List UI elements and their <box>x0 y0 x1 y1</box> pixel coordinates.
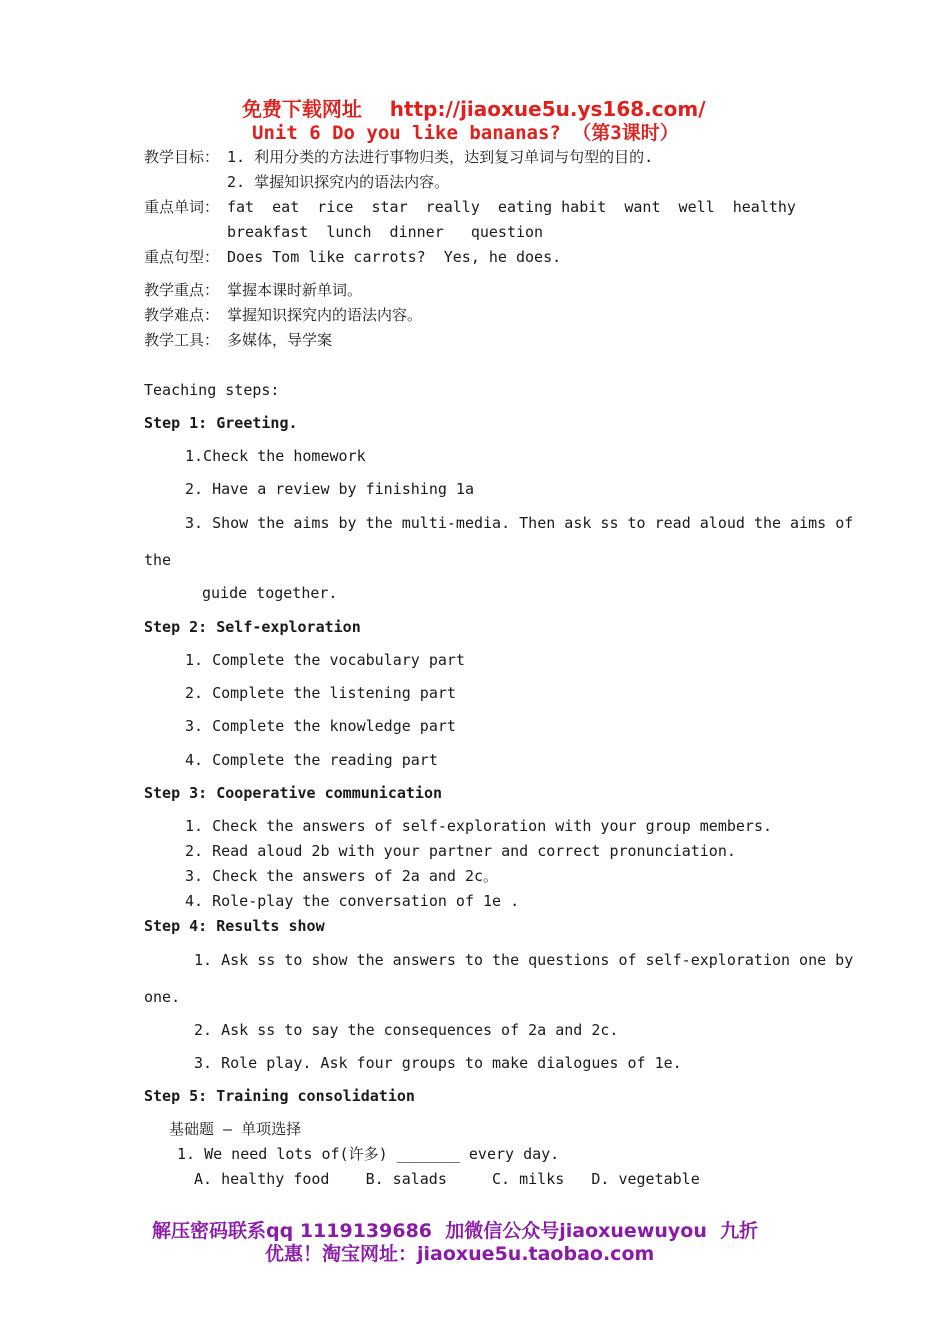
focus-label: 教学重点： <box>144 281 220 299</box>
step-4-title: Step 4: Results show <box>144 917 325 935</box>
objectives-line-1: 1. 利用分类的方法进行事物归类，达到复习单词与句型的目的. <box>227 148 654 166</box>
step-5-title: Step 5: Training consolidation <box>144 1087 415 1105</box>
teaching-steps-heading: Teaching steps: <box>144 381 280 399</box>
step-2-item-3: 3. Complete the knowledge part <box>185 717 456 735</box>
objectives-line-2: 2. 掌握知识探究内的语法内容。 <box>227 173 450 191</box>
step-1-item-2: 2. Have a review by finishing 1a <box>185 480 474 498</box>
step-3-title: Step 3: Cooperative communication <box>144 784 443 802</box>
objectives-label: 教学目标： <box>144 148 220 166</box>
step-5-subheading: 基础题 — 单项选择 <box>169 1120 302 1138</box>
key-sentence-label: 重点句型： <box>144 248 220 266</box>
step-1-title: Step 1: Greeting. <box>144 414 298 432</box>
tools-text: 多媒体，导学案 <box>227 331 333 349</box>
step-2-title: Step 2: Self-exploration <box>144 618 361 636</box>
step-1-item-1: 1.Check the homework <box>185 447 366 465</box>
header-site-label: 免费下载网址 <box>241 97 362 121</box>
key-words-line-1: fat eat rice star really eating habit want well healthy <box>227 198 796 216</box>
step-3-item-4: 4. Role-play the conversation of 1e . <box>185 892 520 910</box>
key-sentence-text: Does Tom like carrots? Yes, he does. <box>227 248 562 266</box>
step-3-item-3: 3. Check the answers of 2a and 2c。 <box>185 867 499 885</box>
step-3-item-2: 2. Read aloud 2b with your partner and correct pronunciation. <box>185 842 736 860</box>
step-1-item-3-cont: guide together. <box>202 584 338 602</box>
difficulty-text: 掌握知识探究内的语法内容。 <box>227 306 423 324</box>
step-2-item-1: 1. Complete the vocabulary part <box>185 651 465 669</box>
step-4-item-3: 3. Role play. Ask four groups to make dialogues of 1e. <box>194 1054 682 1072</box>
step-4-item-1: 1. Ask ss to show the answers to the questions of self-exploration one by <box>194 951 854 969</box>
step-2-item-2: 2. Complete the listening part <box>185 684 456 702</box>
step-4-item-2: 2. Ask ss to say the consequences of 2a and 2c. <box>194 1021 619 1039</box>
focus-text: 掌握本课时新单词。 <box>227 281 363 299</box>
header-link[interactable] <box>228 70 706 122</box>
question-1-options: A. healthy food B. salads C. milks D. vegetable <box>194 1170 700 1188</box>
step-1-item-3: 3. Show the aims by the multi-media. Then ask ss to read aloud the aims of <box>185 514 854 532</box>
step-2-item-4: 4. Complete the reading part <box>185 751 438 769</box>
tools-label: 教学工具： <box>144 331 220 349</box>
difficulty-label: 教学难点： <box>144 306 220 324</box>
question-1: 1. We need lots of(许多) _______ every day. <box>177 1145 560 1163</box>
step-1-item-3-wrap: the <box>144 551 172 569</box>
step-3-item-1: 1. Check the answers of self-exploration with your group members. <box>185 817 772 835</box>
key-words-label: 重点单词： <box>144 198 220 216</box>
footer-line-2[interactable]: 优惠！淘宝网址：jiaoxue5u.taobao.com <box>265 1243 655 1265</box>
footer-line-1: 解压密码联系qq 1119139686 加微信公众号jiaoxuewuyou 九折 <box>152 1220 759 1242</box>
header-site-url[interactable]: http://jiaoxue5u.ys168.com/ <box>389 97 706 121</box>
step-4-item-1-wrap: one. <box>144 988 181 1006</box>
key-words-line-2: breakfast lunch dinner question <box>227 223 544 241</box>
page-title: Unit 6 Do you like bananas? （第3课时） <box>252 122 679 144</box>
